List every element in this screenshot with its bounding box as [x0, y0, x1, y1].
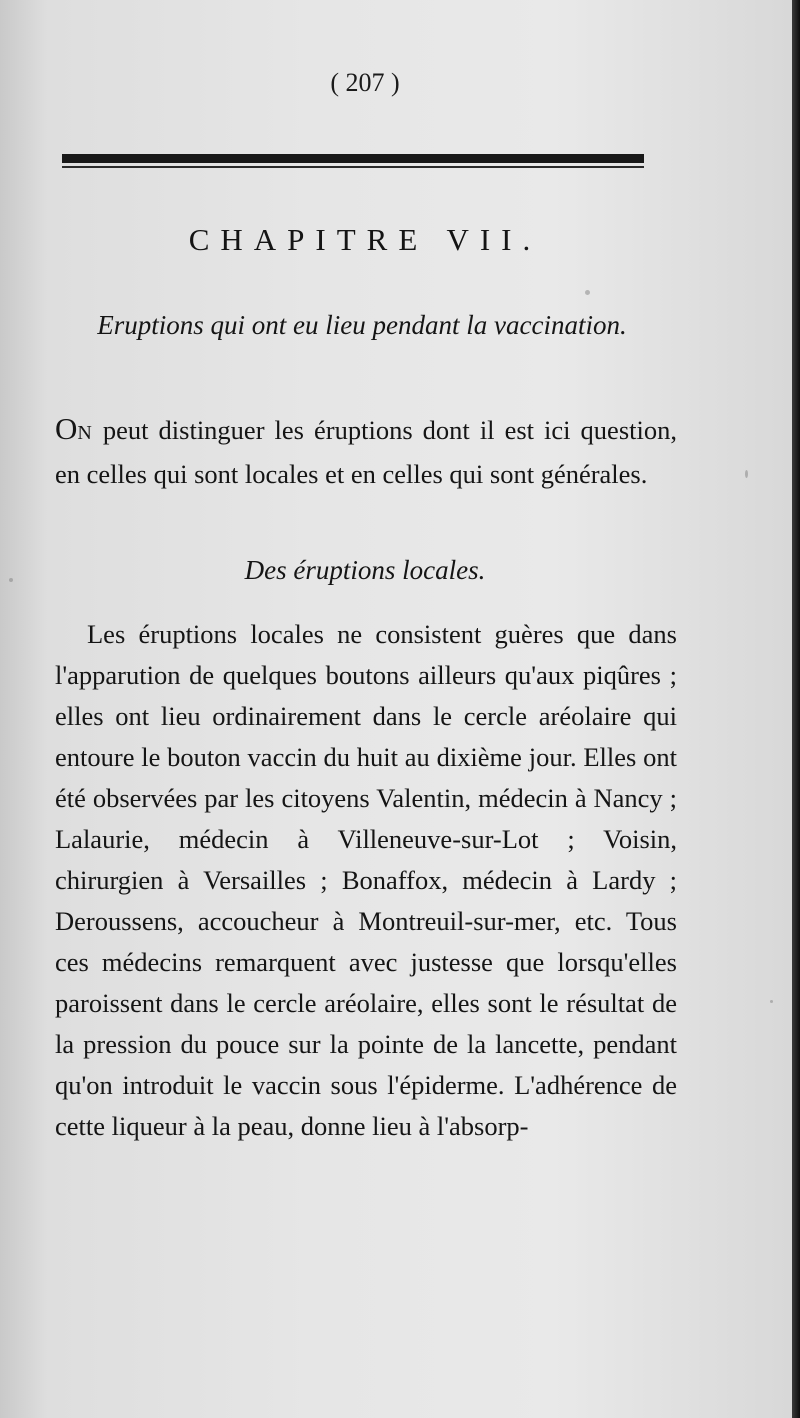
header-rule-thick: [62, 154, 644, 163]
paper-speck: [745, 470, 748, 478]
paragraph-local-eruptions: Les éruptions locales ne consistent guères que dans l'apparution de quelques boutons ailleurs qu'aux piqûres ; elles ont lieu ordinairement dans le cercle aréolaire qui entoure le bouton vaccin du huit au dixième jour. Elles ont été observées par les citoyens Valentin, médecin à Nancy ; Lalaurie, médecin à Villeneuve-sur-Lot ; Voisin, chirurgien à Versailles ; Bonaffox, médecin à Lardy ; Deroussens, accoucheur à Montreuil-sur-mer, etc. Tous ces médecins remarquent avec justesse que lorsqu'elles paroissent dans le cercle aréolaire, elles sont le résultat de la pression du pouce sur la pointe de la lancette, pendant qu'on introduit le vaccin sous l'épiderme. L'adhérence de cette liqueur à la peau, donne lieu à l'absorp-: [55, 619, 677, 1141]
paper-speck: [9, 578, 13, 582]
paper-speck: [770, 1000, 773, 1003]
small-capital: N: [77, 422, 93, 444]
header-rule-thin: [62, 166, 644, 168]
section-heading: Des éruptions locales.: [244, 555, 486, 585]
drop-capital: O: [55, 411, 78, 446]
paragraph-intro: [55, 408, 677, 495]
paragraph-intro-text: peut distinguer les éruptions dont il est ici question, en celles qui sont locales et en celles qui sont générales.: [55, 415, 677, 489]
chapter-title: CHAPITRE VII.: [188, 222, 542, 257]
page-edge-shadow: [792, 0, 800, 1418]
chapter-subtitle: Eruptions qui ont eu lieu pendant la vaccination.: [97, 310, 627, 340]
paper-speck: [585, 290, 590, 295]
page-number: ( 207 ): [330, 68, 400, 97]
